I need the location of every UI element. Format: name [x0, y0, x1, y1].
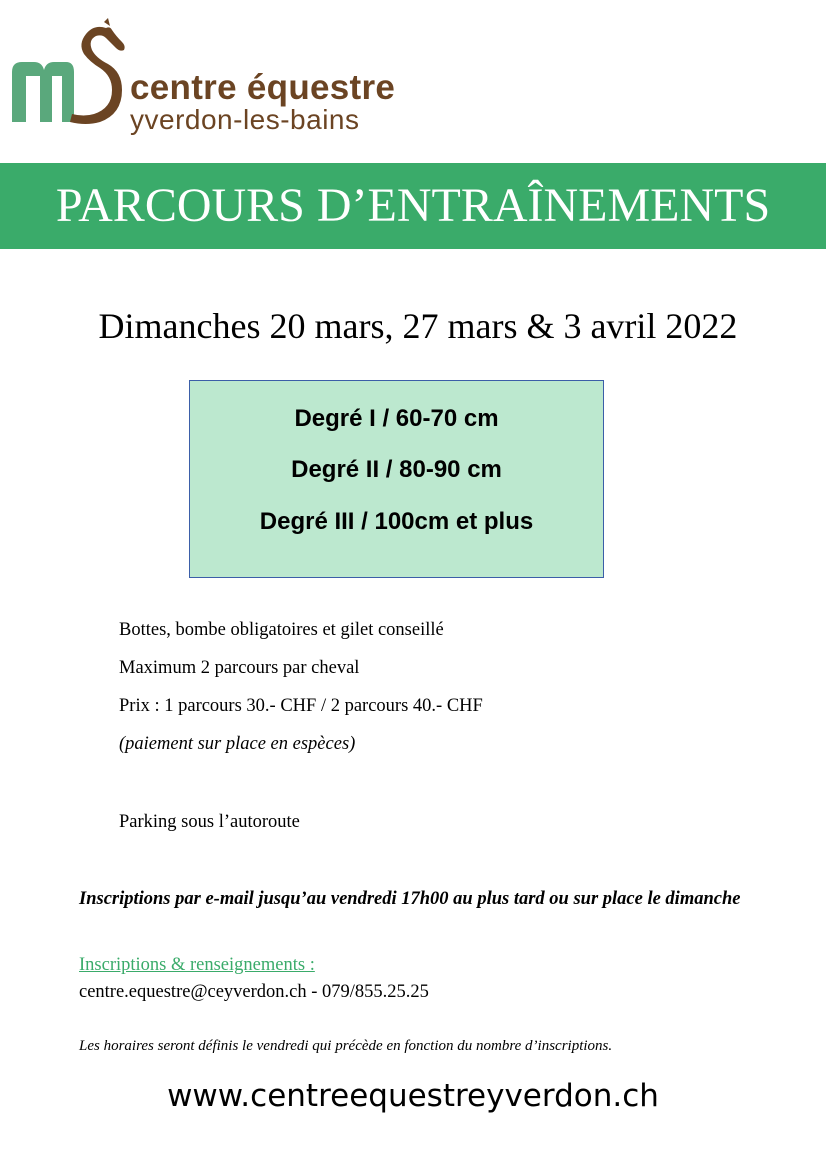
logo — [8, 18, 428, 135]
contact-phone: 079/855.25.25 — [322, 982, 429, 1002]
page-title: PARCOURS D’ENTRAÎNEMENTS — [55, 179, 771, 232]
contact-line — [79, 982, 429, 1003]
contact-email[interactable]: centre.equestre@ceyverdon.ch — [79, 982, 307, 1002]
payment-info: (paiement sur place en espèces) — [119, 734, 356, 754]
title-banner — [0, 163, 826, 249]
website-link[interactable]: www.centreequestreyverdon.ch — [167, 1078, 659, 1114]
level-item: Degré I / 60-70 cm — [294, 405, 499, 432]
max-rounds-info: Maximum 2 parcours par cheval — [119, 658, 360, 678]
levels-box — [189, 380, 604, 578]
logo-text-yverdon: yverdon-les-bains — [130, 104, 360, 135]
event-dates: Dimanches 20 mars, 27 mars & 3 avril 2022 — [98, 306, 738, 346]
price-info: Prix : 1 parcours 30.- CHF / 2 parcours 40.- CHF — [119, 696, 483, 716]
logo-ms-horse-icon — [8, 18, 138, 130]
contact-separator: - — [306, 982, 323, 1002]
parking-info: Parking sous l’autoroute — [119, 812, 300, 832]
level-item: Degré II / 80-90 cm — [291, 456, 502, 483]
contact-label-link[interactable]: Inscriptions & renseignements : — [79, 955, 315, 975]
logo-text-centre-equestre: centre équestre — [130, 68, 396, 107]
level-item: Degré III / 100cm et plus — [259, 508, 534, 535]
registration-notice: Inscriptions par e-mail jusqu’au vendredi 17h00 au plus tard ou sur place le dimanche — [79, 889, 741, 909]
schedule-note: Les horaires seront définis le vendredi qui précède en fonction du nombre d’inscriptions. — [79, 1038, 613, 1054]
equipment-info: Bottes, bombe obligatoires et gilet conseillé — [119, 620, 444, 640]
